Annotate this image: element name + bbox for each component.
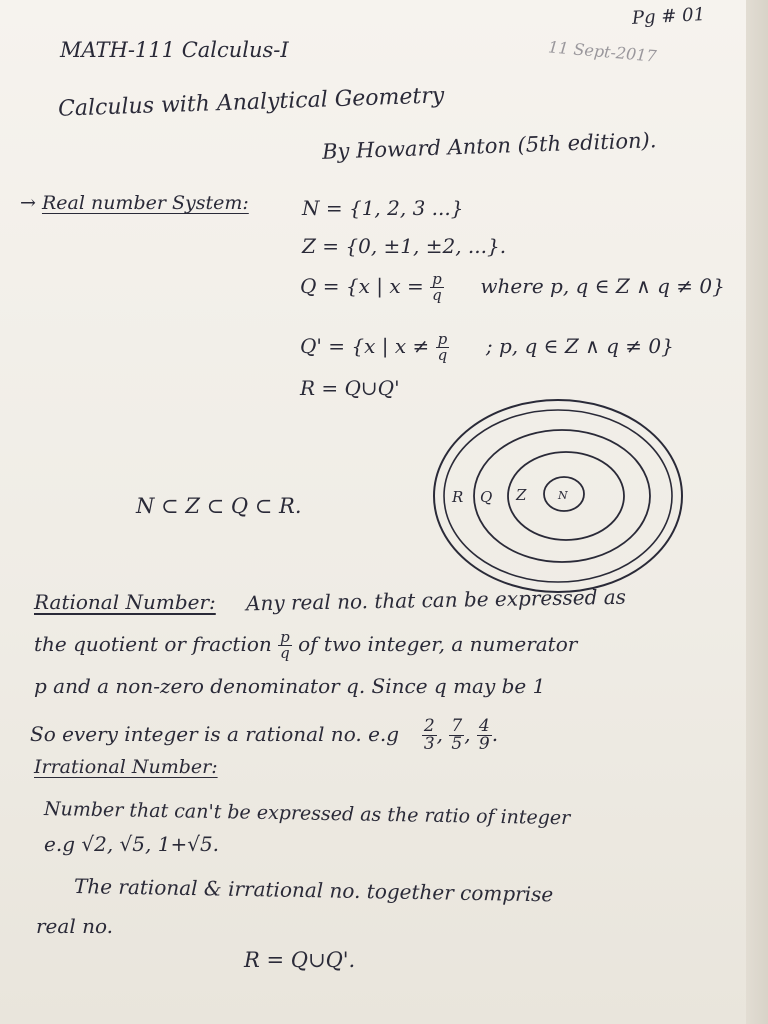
def-irrationals <box>300 332 674 363</box>
def-rationals-left: Q = {x | x = <box>300 274 424 298</box>
example-3-den: 9 <box>478 734 490 754</box>
course-title: MATH-111 Calculus-I <box>60 38 289 62</box>
rational-line-3: p and a non-zero denominator q. Since q may be 1 <box>34 674 546 698</box>
venn-label-n: N <box>558 489 568 502</box>
page-number: Pg # 01 <box>631 4 706 29</box>
rational-line-2 <box>34 630 577 661</box>
subset-chain: N ⊂ Z ⊂ Q ⊂ R. <box>136 494 302 518</box>
frac-denominator-2: q <box>437 346 448 364</box>
def-rationals-right: where p, q ∈ Z ∧ q ≠ 0} <box>480 274 725 298</box>
closing-line-2: real no. <box>36 914 114 938</box>
page-edge <box>746 0 768 1024</box>
date: 11 Sept-2017 <box>547 37 658 66</box>
example-frac-3 <box>477 718 492 753</box>
rational-line-1: Any real no. that can be expressed as <box>245 584 627 616</box>
arrow-icon: → <box>20 192 42 214</box>
example-1-den: 3 <box>423 734 435 754</box>
book-title: Calculus with Analytical Geometry <box>57 83 445 122</box>
real-system-heading <box>20 194 249 213</box>
def-naturals: N = {1, 2, 3 ...} <box>302 196 464 220</box>
fraction-p-over-q-3 <box>278 630 292 661</box>
def-rationals <box>300 272 725 303</box>
rational-line-4: So every integer is a rational no. e.g $\frac{2}{3}$ , $\frac{7}{5}$ , $\frac{4}{9}$ . <box>30 716 499 754</box>
venn-label-z: Z <box>516 486 527 504</box>
rational-heading-text: Rational Number: <box>34 590 216 614</box>
rational-line-2a: the quotient or fraction <box>34 632 272 656</box>
venn-label-q: Q <box>480 488 493 506</box>
example-frac-2 <box>449 718 464 753</box>
example-frac-1 <box>422 718 437 753</box>
nested-sets-diagram <box>430 398 690 598</box>
def-integers: Z = {0, ±1, ±2, ...}. <box>302 234 507 258</box>
irrational-line-1: Number that can't be expressed as the ratio of integer <box>43 798 571 830</box>
def-irrationals-left: Q' = {x | x ≠ <box>300 334 430 358</box>
def-irrationals-right: ; p, q ∈ Z ∧ q ≠ 0} <box>485 334 674 358</box>
irrational-heading-text: Irrational Number: <box>34 756 218 778</box>
irrational-heading <box>34 758 218 777</box>
rational-line-4-text: So every integer is a rational no. e.g <box>30 722 400 746</box>
frac-numerator-2: p <box>437 330 448 348</box>
rational-line-2b: of two integer, a numerator <box>298 632 578 656</box>
fraction-p-over-q-2 <box>436 332 450 363</box>
closing-line-1: The rational & irrational no. together comprise <box>73 874 554 907</box>
venn-label-r: R <box>452 488 464 506</box>
example-3-num: 4 <box>478 716 490 736</box>
real-system-heading-text: Real number System: <box>41 192 249 214</box>
closing-formula: R = Q∪Q'. <box>244 948 356 972</box>
frac-numerator-3: p <box>280 628 290 646</box>
author-line: By Howard Anton (5th edition). <box>321 128 657 164</box>
frac-numerator: p <box>432 270 442 288</box>
example-1-num: 2 <box>423 716 435 736</box>
frac-denominator-3: q <box>280 644 290 662</box>
fraction-p-over-q <box>430 272 444 303</box>
example-2-den: 5 <box>451 734 463 754</box>
def-reals: R = Q∪Q' <box>300 376 400 400</box>
example-2-num: 7 <box>451 716 463 736</box>
rational-heading <box>34 592 216 612</box>
frac-denominator: q <box>432 286 442 304</box>
irrational-line-2: e.g √2, √5, 1+√5. <box>44 832 220 856</box>
